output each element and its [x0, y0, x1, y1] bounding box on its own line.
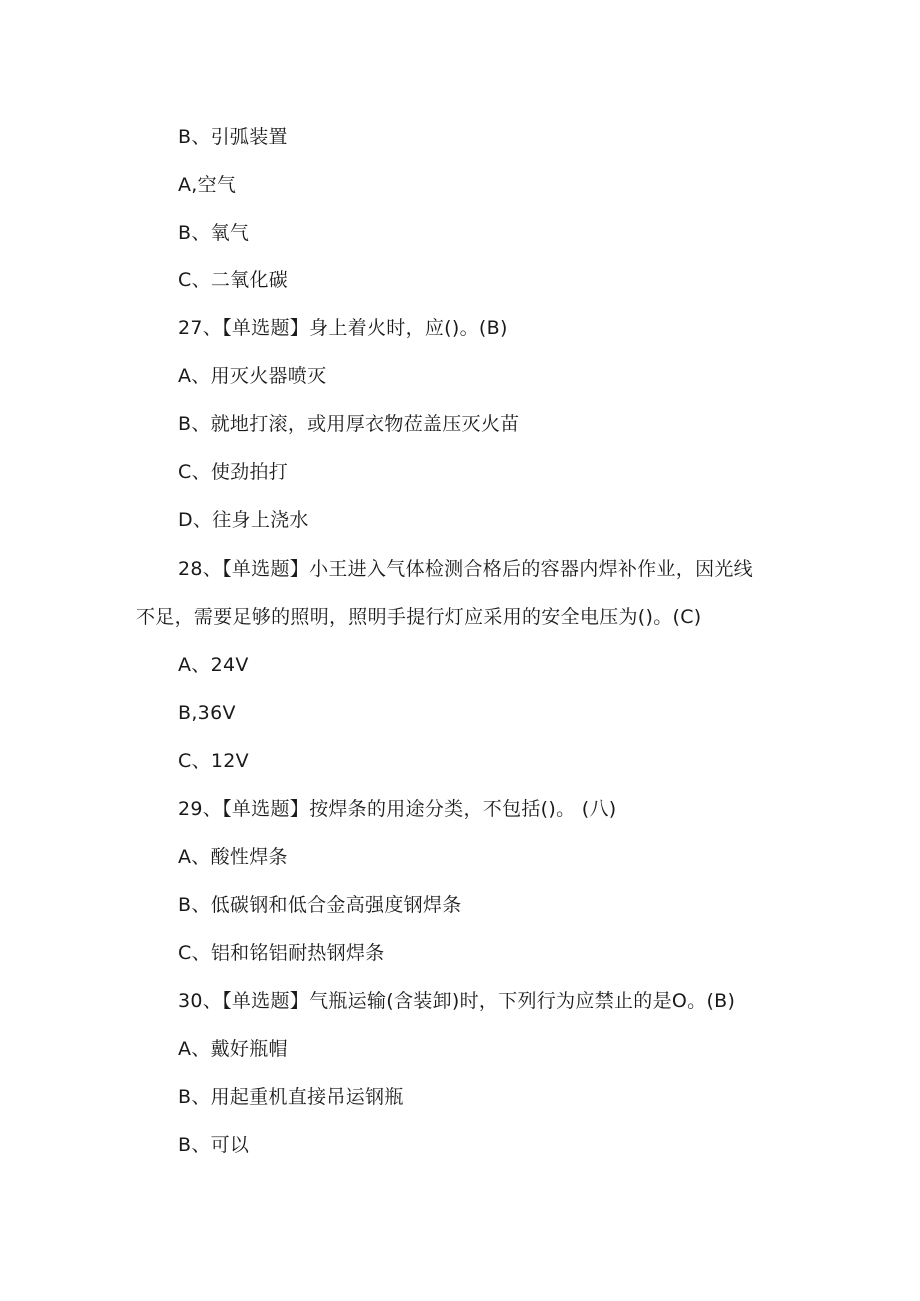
question-28-continued: 不足，需要足够的照明，照明手提行灯应采用的安全电压为()。(C) [136, 606, 702, 628]
option-line: C、12V [178, 750, 249, 772]
option-line: C、铝和铭铝耐热钢焊条 [178, 942, 385, 964]
question-30: 30、【单选题】气瓶运输(含装卸)时，下列行为应禁止的是O。(B) [178, 990, 736, 1012]
question-29: 29、【单选题】按焊条的用途分类，不包括()。 (八) [178, 798, 617, 820]
question-28: 28、【单选题】小王进入气体检测合格后的容器内焊补作业，因光线 [178, 558, 753, 580]
option-line: B、用起重机直接吊运钢瓶 [178, 1086, 404, 1108]
option-line: A、酸性焊条 [178, 846, 288, 868]
option-line: D、往身上浇水 [178, 509, 309, 531]
option-line: C、二氧化碳 [178, 269, 289, 291]
option-line: A、24V [178, 654, 249, 676]
option-line: A、戴好瓶帽 [178, 1038, 288, 1060]
option-line: C、使劲拍打 [178, 461, 289, 483]
option-line: B、氧气 [178, 222, 250, 244]
option-line: B、就地打滚，或用厚衣物莅盖压灭火苗 [178, 413, 520, 435]
option-line: B、可以 [178, 1134, 250, 1156]
option-line: A、用灭火器喷灭 [178, 365, 327, 387]
option-line: A,空气 [178, 174, 237, 196]
option-line: B,36V [178, 702, 236, 724]
option-line: B、引弧装置 [178, 126, 288, 148]
question-27: 27、【单选题】身上着火时，应()。(B) [178, 317, 508, 339]
option-line: B、低碳钢和低合金高强度钢焊条 [178, 894, 462, 916]
